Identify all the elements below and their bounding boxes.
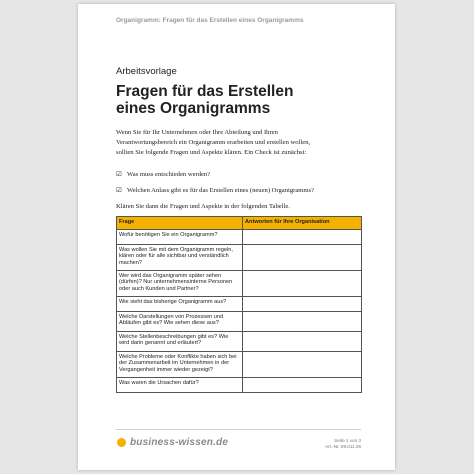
table-row — [117, 230, 362, 245]
question-cell — [117, 378, 243, 393]
document-title — [116, 83, 376, 117]
column-header-answers: Antworten für Ihre Organisation — [243, 217, 362, 230]
table-row — [117, 352, 362, 378]
question-line: klären oder für alle sichtbar und verständlich — [119, 253, 229, 260]
table-header-row — [117, 217, 362, 230]
table-row — [117, 271, 362, 297]
intro-paragraph — [116, 128, 366, 159]
question-cell — [117, 271, 243, 297]
table-row — [117, 332, 362, 352]
answer-cell[interactable] — [243, 352, 362, 378]
question-line: Vergangenheit immer wieder gezeigt? — [119, 366, 213, 373]
question-line: machen? — [119, 259, 143, 266]
column-header-question: Frage — [117, 217, 243, 230]
footer-divider — [116, 429, 361, 430]
answer-cell[interactable] — [243, 332, 362, 352]
page-meta — [325, 438, 361, 450]
title-line-2: eines Organigramms — [116, 100, 271, 117]
question-cell — [117, 230, 243, 245]
question-line: wird darin genannt und erläutert? — [119, 340, 202, 347]
intro-line-3: sollten Sie folgende Fragen und Aspekte klären. Ein Check ist zunächst: — [116, 149, 307, 157]
brand-logo[interactable] — [117, 437, 228, 448]
question-line: oder auch Kunden und Partner? — [119, 285, 199, 292]
question-line: Wie sieht das bisherige Organigramm aus? — [119, 298, 227, 305]
question-line: Was wollen Sie mit dem Organigramm regeln, — [119, 246, 233, 253]
check-item-text: Welchen Anlass gibt es für das Erstellen eines (neuen) Organigramms? — [127, 187, 315, 194]
question-line: Wofür benötigen Sie ein Organigramm? — [119, 231, 218, 238]
table-note: Klären Sie dann die Fragen und Aspekte in der folgenden Tabelle. — [116, 203, 290, 210]
checkbox-checked-icon: ☑ — [116, 187, 122, 194]
question-cell — [117, 297, 243, 312]
table-row — [117, 245, 362, 271]
question-line: Welche Probleme oder Konflikte haben sich bei — [119, 353, 237, 360]
question-line: der Zusammenarbeit im Unternehmen in der — [119, 360, 230, 367]
answer-cell[interactable] — [243, 230, 362, 245]
table-row — [117, 378, 362, 393]
question-table — [116, 216, 362, 393]
question-cell — [117, 332, 243, 352]
answer-cell[interactable] — [243, 245, 362, 271]
page-number: Seite 1 von 3 — [334, 438, 361, 443]
answer-cell[interactable] — [243, 378, 362, 393]
table-row — [117, 312, 362, 332]
document-page — [78, 4, 395, 470]
checkbox-checked-icon: ☑ — [116, 171, 122, 178]
question-line: Welche Darstellungen von Prozessen und — [119, 313, 224, 320]
question-line: (dürfen)? Nur unternehmensinterne Personen — [119, 279, 233, 286]
document-kind: Arbeitsvorlage — [116, 66, 177, 77]
question-cell — [117, 352, 243, 378]
table-row — [117, 297, 362, 312]
question-line: Was waren die Ursachen dafür? — [119, 379, 199, 386]
article-number: Art.-Nr. 99.011.06 — [325, 444, 361, 449]
logo-text: business-wissen.de — [130, 437, 229, 448]
question-cell — [117, 245, 243, 271]
question-line: Wer wird das Organigramm später sehen — [119, 272, 222, 279]
answer-cell[interactable] — [243, 312, 362, 332]
intro-line-1: Wenn Sie für Ihr Unternehmen oder Ihre Abteilung und Ihren — [116, 129, 278, 136]
answer-cell[interactable] — [243, 297, 362, 312]
check-item — [116, 186, 314, 194]
check-item — [116, 170, 210, 178]
question-line: Welche Stellenbeschreibungen gibt es? Wie — [119, 333, 229, 340]
check-item-text: Was muss entschieden werden? — [127, 171, 211, 178]
question-line: Abläufen gibt es? Wie sehen diese aus? — [119, 320, 219, 327]
question-cell — [117, 312, 243, 332]
answer-cell[interactable] — [243, 271, 362, 297]
intro-line-2: Verantwortungsbereich ein Organigramm erarbeiten und erstellen wollen, — [116, 139, 311, 147]
logo-dot-icon — [117, 438, 126, 447]
running-title: Organigramm: Fragen für das Erstellen eines Organigramms — [116, 17, 304, 24]
title-line-1: Fragen für das Erstellen — [116, 83, 294, 100]
